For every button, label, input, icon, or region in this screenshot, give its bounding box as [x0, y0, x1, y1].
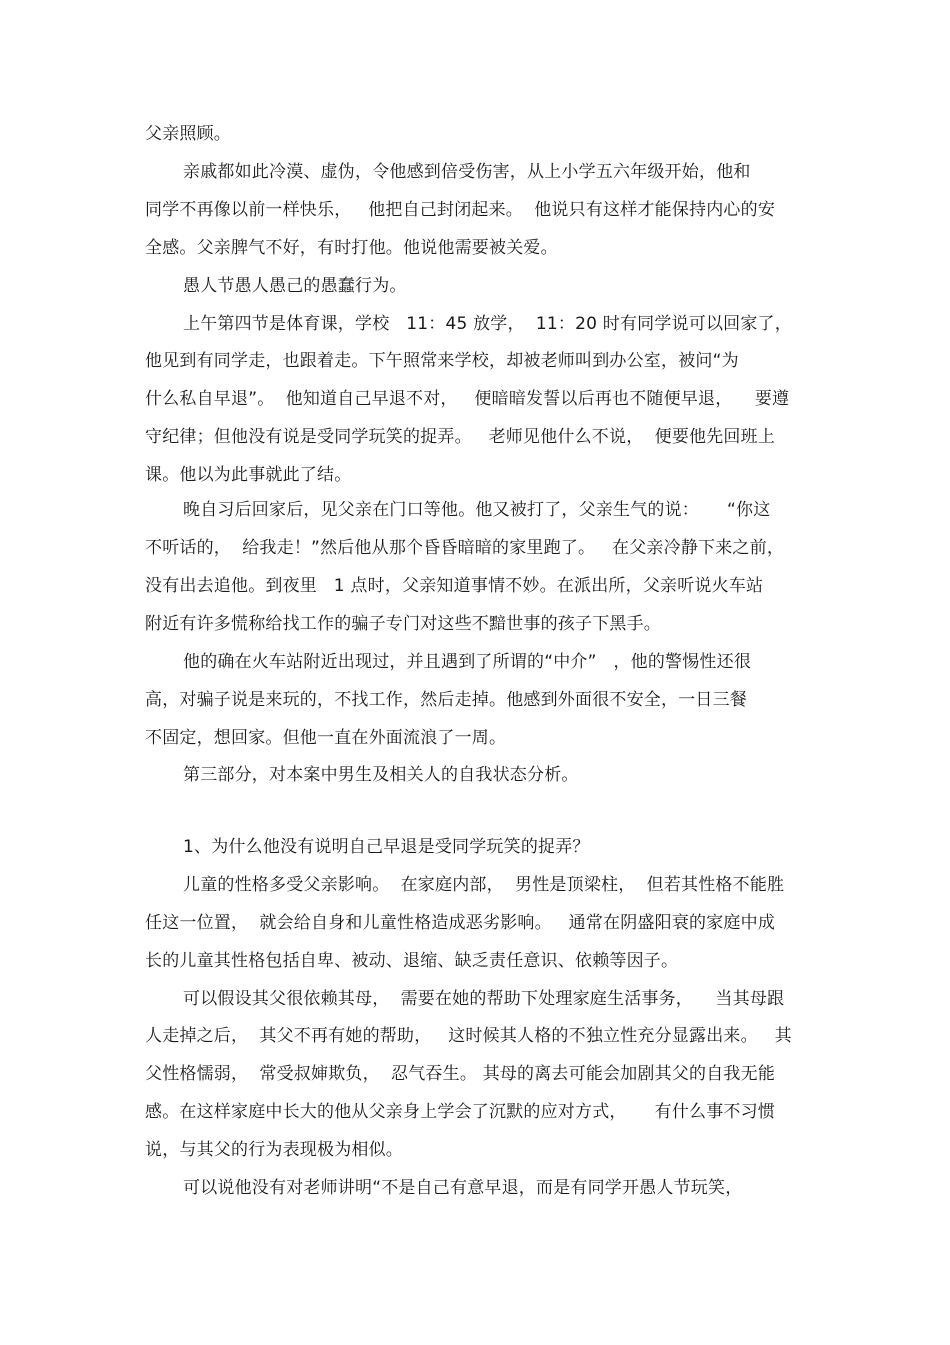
text-line: 任这一位置， 就会给自身和儿童性格造成恶劣影响。 通常在阴盛阳衰的家庭中成	[145, 913, 776, 933]
text-line: 亲戚都如此冷漠、虚伪，令他感到倍受伤害，从上小学五六年级开始，他和	[183, 162, 751, 182]
text-line: 什么私自早退”。 他知道自己早退不对， 便暗暗发誓以后再也不随便早退， 要遵	[145, 389, 790, 409]
text-line: 人走掉之后， 其父不再有她的帮助， 这时候其人格的不独立性充分显露出来。 其	[145, 1026, 792, 1046]
text-line: 没有出去追他。到夜里 1 点时，父亲知道事情不妙。在派出所，父亲听说火车站	[145, 576, 764, 596]
text-line: 愚人节愚人愚己的愚蠢行为。	[183, 276, 407, 296]
text-line: 儿童的性格多受父亲影响。 在家庭内部， 男性是顶梁柱， 但若其性格不能胜	[183, 875, 785, 895]
text-line: 他见到有同学走，也跟着走。下午照常来学校，却被老师叫到办公室，被问“为	[145, 351, 739, 371]
text-line: 长的儿童其性格包括自卑、被动、退缩、缺乏责任意识、依赖等因子。	[145, 951, 679, 971]
text-line: 感。在这样家庭中长大的他从父亲身上学会了沉默的应对方式， 有什么事不习惯	[145, 1102, 776, 1122]
text-line: 父性格懦弱， 常受叔婶欺负， 忍气吞生。 其母的离去可能会加剧其父的自我无能	[145, 1064, 776, 1084]
text-line: 说，与其父的行为表现极为相似。	[145, 1140, 403, 1160]
text-line: 上午第四节是体育课，学校 11：45 放学， 11：20 时有同学说可以回家了，	[183, 314, 792, 334]
text-line: 不固定，想回家。但他一直在外面流浪了一周。	[145, 728, 507, 748]
text-line: 同学不再像以前一样快乐， 他把自己封闭起来。 他说只有这样才能保持内心的安	[145, 200, 776, 220]
text-line: 晚自习后回家后，见父亲在门口等他。他又被打了，父亲生气的说： “你这	[183, 500, 771, 520]
text-line: 守纪律；但他没有说是受同学玩笑的捉弄。 老师见他什么不说， 便要他先回班上	[145, 427, 776, 447]
section-heading: 1、为什么他没有说明自己早退是受同学玩笑的捉弄？	[183, 837, 590, 857]
text-line: 可以假设其父很依赖其母， 需要在她的帮助下处理家庭生活事务， 当其母跟	[183, 989, 785, 1009]
text-line: 全感。父亲脾气不好，有时打他。他说他需要被关爱。	[145, 238, 558, 258]
text-line: 附近有许多慌称给找工作的骗子专门对这些不黯世事的孩子下黑手。	[145, 614, 661, 634]
text-line: 课。他以为此事就此了结。	[145, 465, 352, 485]
text-line: 第三部分，对本案中男生及相关人的自我状态分析。	[183, 765, 579, 785]
text-line: 父亲照顾。	[145, 124, 231, 144]
text-line: 他的确在火车站附近出现过，并且遇到了所谓的“中介” ，他的警惕性还很	[183, 652, 752, 672]
text-line: 可以说他没有对老师讲明“不是自己有意早退，而是有同学开愚人节玩笑，	[183, 1178, 743, 1198]
text-line: 不听话的， 给我走！”然后他从那个昏昏暗暗的家里跑了。 在父亲冷静下来之前，	[145, 538, 785, 558]
text-line: 高，对骗子说是来玩的，不找工作，然后走掉。他感到外面很不安全，一日三餐	[145, 690, 747, 710]
